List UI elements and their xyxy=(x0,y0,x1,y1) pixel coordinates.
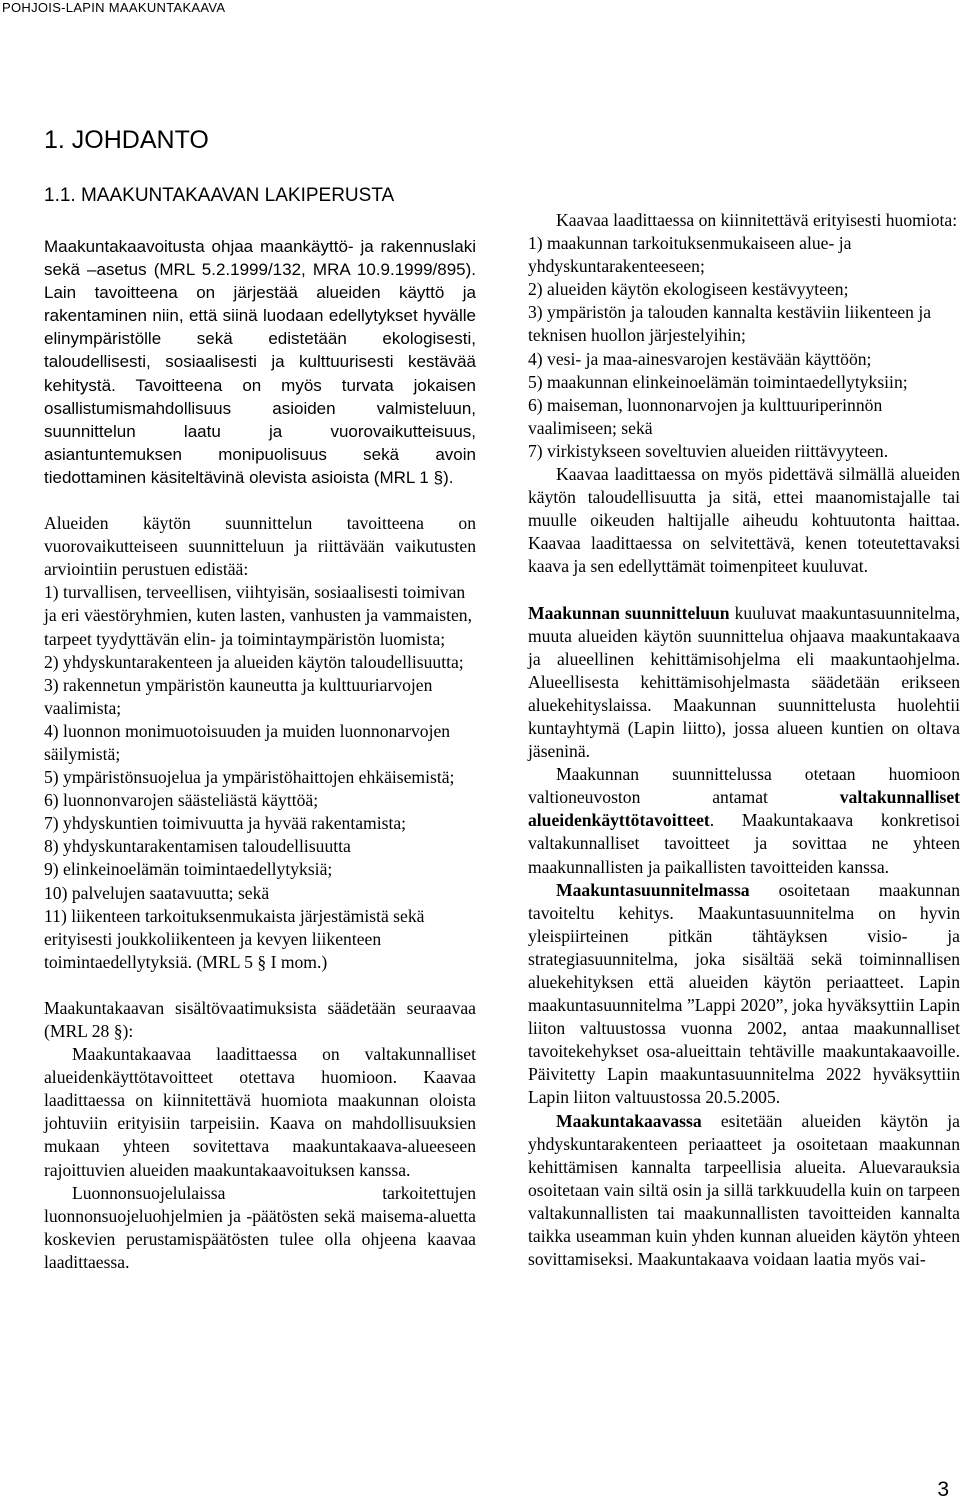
paragraph-planning-goals-intro: Alueiden käytön suunnittelun tavoitteena on vuorovaikutteiseen suunnitteluun ja riittävään vaikutusten arviointiin perustuen edistää: xyxy=(44,513,476,580)
list-item: 10) palvelujen saatavuutta; sekä xyxy=(44,882,270,903)
section-heading: 1.1. MAAKUNTAKAAVAN LAKIPERUSTA xyxy=(44,185,395,206)
left-column xyxy=(44,235,476,1274)
list-item: 1) turvallisen, terveellisen, viihtyisän, sosiaalisesti toimivan ja eri väestöryhmien, kuten lasten, vanhusten ja vammaisten, tarpeet tyydyttävän elin- ja toimintaympäristön luomista; xyxy=(44,582,472,649)
paragraph-content-requirements: Maakuntakaavan sisältövaatimuksista säädetään seuraavaa (MRL 28 §): xyxy=(44,997,476,1041)
paragraph-economy: Kaavaa laadittaessa on myös pidettävä silmällä alueiden käytön taloudellisuutta ja sitä, ettei maanomistajalle tai muulle oikeuden haltijalle aiheudu kohtuutonta haittaa. Kaavaa laadittaessa on selvitettävä, kenen toteutettavaksi kaava ja sen edellyttämät toimenpiteet kuuluvat. xyxy=(528,464,960,577)
page-number: 3 xyxy=(937,1478,949,1501)
list-item: 6) luonnonvarojen säästeliästä käyttöä; xyxy=(44,790,319,811)
list-item: 1) maakunnan tarkoituksenmukaiseen alue- ja yhdyskuntarakenteeseen; xyxy=(528,233,852,277)
paragraph-law-basis: Maakuntakaavoitusta ohjaa maankäyttö- ja rakennuslaki sekä –asetus (MRL 5.2.1999/132, MRA 10.9.1999/895). Lain tavoitteena on järjestää alueiden käyttö ja rakentaminen niin, että siinä luodaan edellytykset hyvälle elinympäristölle sekä edistetään ekologisesti, taloudellisesti, sosiaalisesti ja kulttuurisesti kestävää kehitystä. Tavoitteena on myös turvata jokaisen osallistumismahdollisuus asioiden valmisteluun, suunnittelun laatu ja vuorovaikutteisuus, asiantuntemuksen monipuolisuus sekä avoin tiedottaminen käsiteltävinä olevista asioista (MRL 1 §). xyxy=(44,237,476,487)
list-item: 4) vesi- ja maa-ainesvarojen kestävään käyttöön; xyxy=(528,348,872,369)
list-item: 3) rakennetun ympäristön kauneutta ja kulttuuriarvojen vaalimista; xyxy=(44,674,433,718)
list-item: 5) maakunnan elinkeinoelämän toimintaedellytyksiin; xyxy=(528,371,908,392)
list-item: 7) yhdyskuntien toimivuutta ja hyvää rakentamista; xyxy=(44,813,407,834)
chapter-heading: 1. JOHDANTO xyxy=(44,126,209,154)
term-national-land-use-goals: valtakunnalliset alueidenkäyttötavoitteet xyxy=(528,787,960,831)
term-regional-land-use-plan: Maakuntakaavassa xyxy=(556,1110,702,1131)
list-item: 7) virkistykseen soveltuvien alueiden riittävyyteen. xyxy=(528,440,889,461)
planning-goals-list xyxy=(44,581,476,974)
paragraph-nature-conservation: Luonnonsuojelulaissa tarkoitettujen luonnonsuojeluohjelmien ja -päätösten sekä maisema-aluetta koskevien perustamispäätösten tulee olla ohjeena kaavaa laadittaessa. xyxy=(44,1182,476,1272)
paragraph-regional-land-use-plan: Maakuntakaavassa esitetään alueiden käytön ja yhdyskuntarakenteen periaatteet ja osoitetaan maakunnan kehittämisen kannalta tarpeellisia alueita. Aluevarauksia osoitetaan vain siltä osin ja sillä tarkkuudella kuin on tarpeen valtakunnallisten tai maakunnallisten tavoitteiden kannalta taikka useamman kuin yhden kunnan alueiden käytön yhteen sovittamiseksi. Maakuntakaava voidaan laatia myös vai- xyxy=(528,1110,960,1270)
list-item: 2) alueiden käytön ekologiseen kestävyyteen; xyxy=(528,279,849,300)
list-item: 11) liikenteen tarkoituksenmukaista järjestämistä sekä erityisesti joukkoliikenteen ja kevyen liikenteen toimintaedellytyksiä. (MRL 5 § I mom.) xyxy=(44,905,425,972)
paragraph-special-attention-intro: Kaavaa laadittaessa on kiinnitettävä erityisesti huomiota: xyxy=(556,210,958,230)
special-attention-list xyxy=(528,232,960,463)
running-header: POHJOIS-LAPIN MAAKUNTAKAAVA xyxy=(2,0,226,15)
right-column xyxy=(528,209,960,1271)
list-item: 5) ympäristönsuojelua ja ympäristöhaittojen ehkäisemistä; xyxy=(44,767,455,788)
list-item: 3) ympäristön ja talouden kannalta kestäviin liikenteen ja teknisen huollon järjestelyihin; xyxy=(528,302,932,346)
paragraph-regional-plan: Maakuntasuunnitelmassa osoitetaan maakunnan tavoiteltu kehitys. Maakuntasuunnitelma on hyvin yleispiirteinen pitkän tähtäyksen visio- ja strategiasuunnitelma, joka sisältää sekä toiminnallisen aluekehityksen että alueiden käytön periaatteet. Lapin maakuntasuunnitelma ”Lappi 2020”, joka hyväksyttiin Lapin liiton valtuustossa vuonna 2002, antaa maakunnalliset tavoitekehykset osa-alueittain tehtäville maakuntakaavoille. Päivitetty Lapin maakuntasuunnitelma 2022 hyväksyttiin Lapin liiton valtuustossa 20.5.2005. xyxy=(528,879,960,1108)
term-regional-planning: Maakunnan suunnitteluun xyxy=(528,602,730,623)
term-regional-plan: Maakuntasuunnitelmassa xyxy=(556,879,750,900)
list-item: 9) elinkeinoelämän toimintaedellytyksiä; xyxy=(44,859,333,880)
list-item: 8) yhdyskuntarakentamisen taloudellisuutta xyxy=(44,836,351,857)
paragraph-national-land-use-goals: Maakunnan suunnittelussa otetaan huomioon valtioneuvoston antamat valtakunnalliset alueidenkäyttötavoitteet. Maakuntakaava konkretisoi valtakunnalliset tavoitteet ja sovittaa ne yhteen maakunnallisten ja paikallisten tavoitteiden kanssa. xyxy=(528,764,960,877)
list-item: 6) maiseman, luonnonarvojen ja kulttuuriperinnön vaalimiseen; sekä xyxy=(528,394,883,438)
list-item: 2) yhdyskuntarakenteen ja alueiden käytön taloudellisuutta; xyxy=(44,651,464,672)
list-item: 4) luonnon monimuotoisuuden ja muiden luonnonarvojen säilymistä; xyxy=(44,720,451,764)
paragraph-regional-planning: Maakunnan suunnitteluun kuuluvat maakuntasuunnitelma, muuta alueiden käytön suunnittelua ohjaava maakuntakaava ja alueellinen kehittämisohjelma eli maakuntaohjelma. Alueellisesta kehittämisohjelmasta säädetään erikseen aluekehityslaissa. Maakunnan suunnittelusta huolehtii kuntayhtymä (Lapin liitto), jossa alueen kuntien on oltava jäseninä. xyxy=(528,602,960,762)
paragraph-national-goals: Maakuntakaavaa laadittaessa on valtakunnalliset alueidenkäyttötavoitteet otettava huomioon. Kaavaa laadittaessa on kiinnitettävä huomiota maakunnan oloista johtuviin erityisiin tarpeisiin. Kaava on mahdollisuuksien mukaan yhteen sovitettava maakuntakaava-alueeseen rajoittuvien alueiden maakuntakaavoituksen kanssa. xyxy=(44,1044,476,1180)
